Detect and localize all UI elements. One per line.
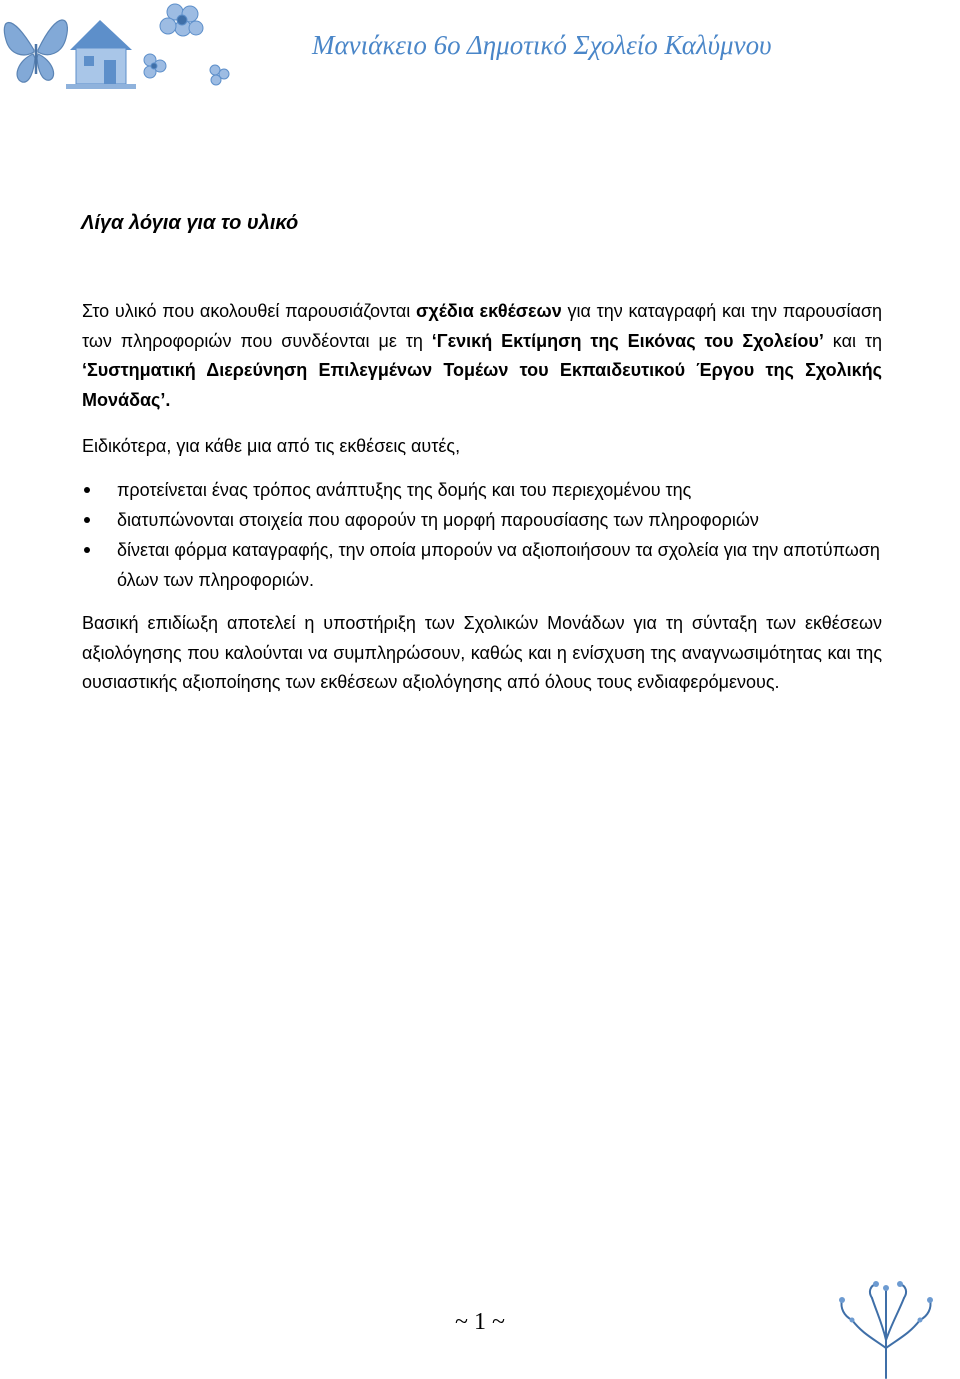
school-name-header: Μανιάκειο 6ο Δημοτικό Σχολείο Καλύμνου — [312, 30, 772, 60]
list-item-text: διατυπώνονται στοιχεία που αφορούν τη μορφή παρουσίασης των πληροφοριών — [117, 510, 759, 530]
bullet-icon — [84, 487, 90, 493]
intro-text-2: για την καταγραφή και την παρουσίαση των πληροφοριών που συνδέονται με τη — [82, 301, 882, 351]
bullet-icon — [84, 517, 90, 523]
intro-bold-2: ‘Γενική Εκτίμηση της Εικόνας του Σχολείου’ — [431, 330, 824, 351]
butterfly-icon — [4, 20, 67, 82]
intro-text-1: Στο υλικό που ακολουθεί παρουσιάζονται — [82, 301, 417, 321]
list-item — [82, 535, 882, 595]
house-icon — [66, 20, 136, 89]
intro-bold-1: σχέδια εκθέσεων — [416, 301, 562, 321]
lead-sentence: Ειδικότερα, για κάθε μια από τις εκθέσεις αυτές, — [82, 436, 461, 456]
list-item — [82, 505, 882, 535]
list-item-text: δίνεται φόρμα καταγραφής, την οποία μπορούν να αξιοποιήσουν τα σχολεία για την αποτύπωση όλων των πληροφοριών. — [117, 540, 880, 590]
bullet-icon — [84, 547, 90, 553]
list-item-text: προτείνεται ένας τρόπος ανάπτυξης της δομής και του περιεχομένου της — [117, 480, 692, 500]
intro-paragraph — [82, 297, 882, 415]
section-title: Λίγα λόγια για το υλικό — [81, 212, 299, 234]
list-item — [82, 475, 882, 505]
tree-icon — [822, 1278, 950, 1379]
bullet-list — [82, 475, 882, 595]
page-number: ~ 1 ~ — [455, 1309, 505, 1335]
intro-bold-3: ‘Συστηματική Διερεύνηση Επιλεγμένων Τομέων του Εκπαιδευτικού Έργου της Σχολικής Μονάδας’. — [82, 360, 882, 410]
closing-paragraph: Βασική επιδίωξη αποτελεί η υποστήριξη των Σχολικών Μονάδων για τη σύνταξη των εκθέσεων αξιολόγησης που καλούνται να συμπληρώσουν, καθώς και η ενίσχυση της αναγνωσιμότητας και της ουσιαστικής αξιοποίησης των εκθέσεων αξιολόγησης από όλους τους ενδιαφερόμενους. — [82, 613, 882, 692]
header-decoration — [0, 0, 250, 95]
flower-icon — [144, 4, 229, 85]
intro-text-3: και τη — [823, 330, 882, 351]
